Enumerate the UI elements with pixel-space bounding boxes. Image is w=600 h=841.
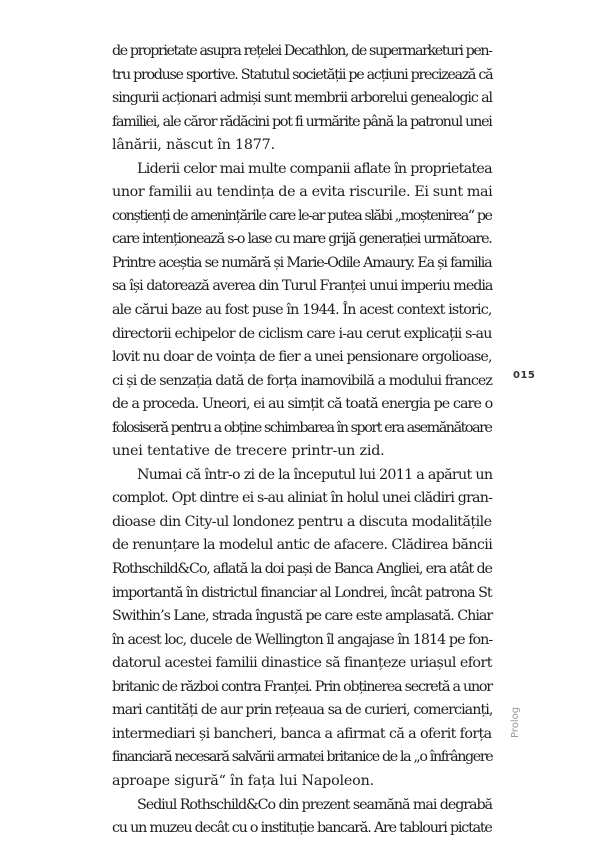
text-line: tru produse sportive. Statutul societății pe acțiuni precizează că [112,66,493,83]
text-line: ci și de senzația dată de forța inamovibilă a modului francez [112,372,493,389]
text-line: britanic de război contra Franței. Prin obținerea secretă a unor [112,678,492,695]
text-line: ale cărui baze au fost puse în 1944. În acest context istoric, [112,302,492,319]
text-line-paragraph-start: Numai că într-o zi de la începutul lui 2011 a apărut un [137,466,493,483]
page-number: 015 [513,370,536,381]
text-line: sa își datorează averea din Turul Franței unui imperiu media [112,278,493,295]
text-line: mari cantități de aur prin rețeaua sa de curieri, comercianți, [112,702,493,719]
text-line: cu un muzeu decât cu o instituție bancară. Are tablouri pictate [112,820,492,837]
text-line: intermediari și bancheri, banca a afirmat că a oferit forța [112,725,492,742]
text-line: importantă în districtul financiar al Londrei, încât patrona St [112,584,492,601]
text-line: dioase din City-ul londonez pentru a discuta modalitățile [112,513,492,530]
text-line: de renunțare la modelul antic de afacere. Clădirea băncii [112,537,493,554]
text-line: conștienți de amenințările care le-ar putea slăbi „moștenirea“ pe [112,207,492,224]
text-line: folosiseră pentru a obține schimbarea în sport era asemănătoare [112,419,492,436]
text-line: în acest loc, ducele de Wellington îl angajase în 1814 pe fon- [112,631,493,648]
text-line: unor familii au tendința de a evita riscurile. Ei sunt mai [112,184,493,201]
text-line: complot. Opt dintre ei s-au aliniat în holul unei clădiri gran- [112,490,493,507]
text-line: aproape sigură“ în fața lui Napoleon. [112,772,374,789]
text-line: de a proceda. Uneori, ei au simțit că toată energia pe care o [112,396,493,413]
text-line: familiei, ale căror rădăcini pot fi urmărite până la patronul unei [112,113,492,130]
text-line: datorul acestei familii dinastice să finanțeze uriașul efort [112,655,492,672]
text-line: financiară necesară salvării armatei britanice de la „o înfrângere [112,749,493,766]
body-text [112,40,492,841]
text-line: care intenționează s-o lase cu mare grijă generației următoare. [112,231,492,248]
text-line: singurii acționari admiși sunt membrii arborelui genealogic al [112,90,492,107]
text-line: lovit nu doar de voința de fier a unei pensionare orgolioase, [112,349,492,366]
running-head: Prolog [510,706,521,738]
text-line: unei tentative de trecere printr-un zid. [112,443,385,460]
text-line-paragraph-start: Sediul Rothschild&Co din prezent seamănă mai degrabă [137,796,492,813]
text-line: directorii echipelor de ciclism care i-au cerut explicații s-au [112,325,492,342]
text-line: de proprietate asupra rețelei Decathlon, de supermarketuri pen- [112,43,492,59]
text-line-paragraph-start: Liderii celor mai multe companii aflate în proprietatea [137,160,492,177]
text-line: lânării, născut în 1877. [112,137,275,154]
text-line: Swithin’s Lane, strada îngustă pe care este amplasată. Chiar [112,608,493,625]
text-line: Rothschild&Co, aflată la doi pași de Banca Angliei, era atât de [112,561,492,578]
text-line: Printre aceștia se numără și Marie-Odile Amaury. Ea și familia [112,254,492,271]
